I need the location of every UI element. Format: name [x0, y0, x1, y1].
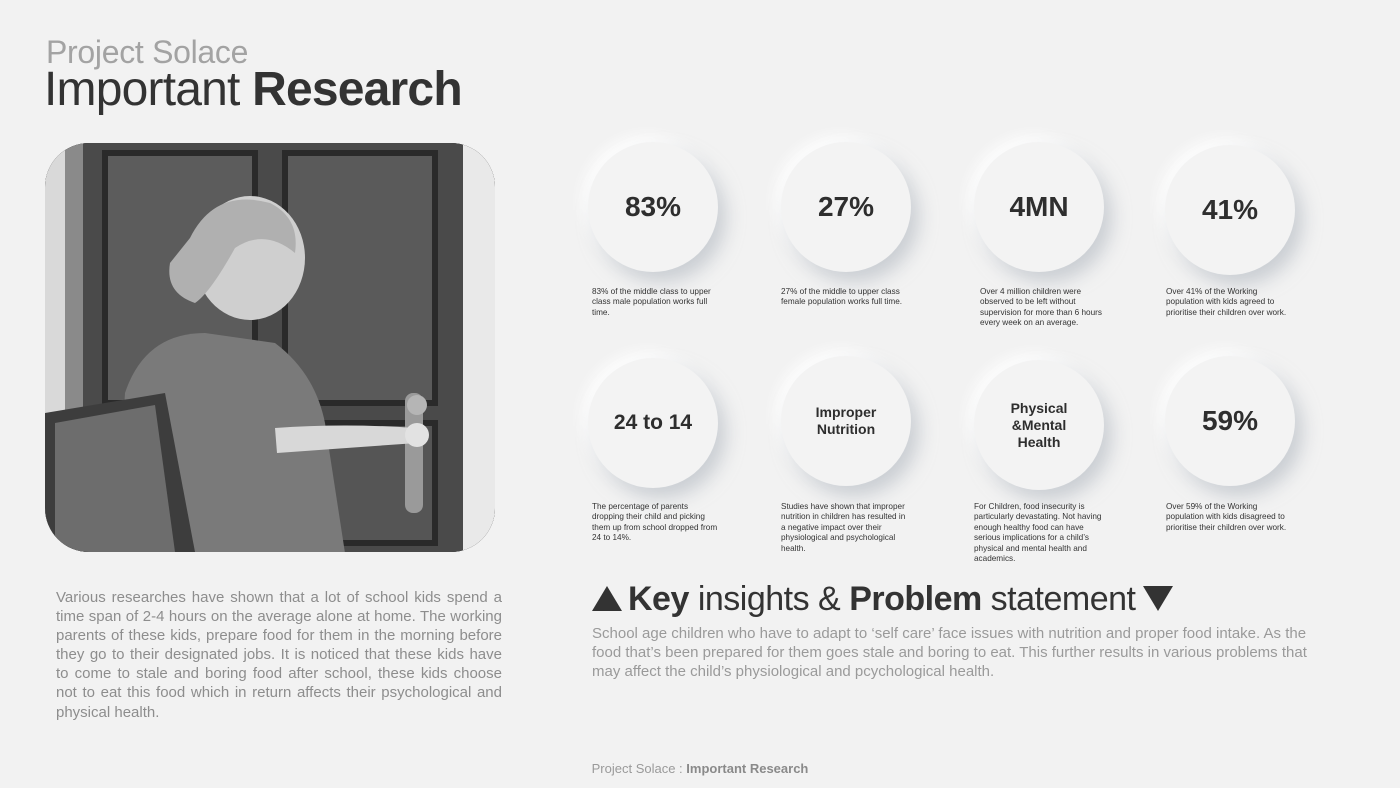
stat-desc-59: Over 59% of the Working population with kids disagreed to prioritise their children over work.	[1166, 502, 1287, 532]
stat-circle-41: 41%	[1165, 145, 1295, 275]
stat-circle-improper-nutrition	[781, 356, 911, 486]
stat-circle-physical-mental-health	[974, 360, 1104, 490]
stat-desc-41: Over 41% of the Working population with kids agreed to prioritise their children over work.	[1166, 287, 1287, 317]
heading-insights: insights &	[688, 580, 850, 618]
stat-circle-83: 83%	[588, 142, 718, 272]
key-insights-heading	[592, 580, 1173, 619]
stat-circle-59: 59%	[1165, 356, 1295, 486]
intro-paragraph: Various researches have shown that a lot of school kids spend a time span of 2-4 hours on the average alone at home. The working parents of these kids, prepare food for them in the morning before they go to their designated jobs. It is noticed that these kids have to come to stale and boring food after school, these kids choose not to eat this food which in return affects their psychological and physical health.	[56, 589, 502, 721]
stat-circle-27: 27%	[781, 142, 911, 272]
photo-illustration	[45, 143, 495, 552]
girl-unlocking-door-photo	[45, 143, 495, 552]
stat-desc-83: 83% of the middle class to upper class male population works full time.	[592, 287, 711, 317]
stat-label-improper-nutrition: Improper Nutrition	[815, 404, 877, 437]
heading-key: Key	[628, 580, 689, 618]
project-kicker: Project Solace	[46, 34, 249, 70]
page-title-bold: Research	[252, 63, 462, 116]
page-title	[44, 62, 462, 117]
page-title-light: Important	[44, 63, 253, 116]
footer-bold: Important Research	[686, 761, 809, 776]
stat-label-physical-mental-health: Physical &Mental Health	[1010, 399, 1068, 450]
footer-light: Project Solace :	[591, 761, 687, 776]
stat-desc-27: 27% of the middle to upper class female population works full time.	[781, 287, 903, 307]
stat-desc-4mn: Over 4 million children were observed to be left without supervision for more than 6 hours every week on an average.	[980, 287, 1102, 328]
stat-desc-24-to-14: The percentage of parents dropping their child and picking them up from school dropped from 24 to 14%.	[592, 502, 718, 543]
stat-circle-24-to-14: 24 to 14	[588, 358, 718, 488]
heading-statement: statement	[981, 580, 1136, 618]
footer-caption	[0, 761, 1400, 776]
problem-statement: School age children who have to adapt to ‘self care’ face issues with nutrition and proper food intake. As the food that’s been prepared for them goes stale and boring to eat. This further results in various problems that may affect the child’s physiological and pcychological health.	[592, 625, 1307, 680]
stat-circle-4mn: 4MN	[974, 142, 1104, 272]
stat-desc-physical-mental-health: For Children, food insecurity is particularly devastating. Not having enough healthy food can have serious implications for a child’s physical and mental health and academics.	[974, 502, 1102, 564]
triangle-down-icon	[1143, 586, 1173, 611]
stat-desc-improper-nutrition: Studies have shown that improper nutrition in children has resulted in a negative impact over their physiological and psychological health.	[781, 502, 906, 553]
triangle-up-icon	[592, 586, 622, 611]
heading-problem: Problem	[849, 580, 982, 618]
